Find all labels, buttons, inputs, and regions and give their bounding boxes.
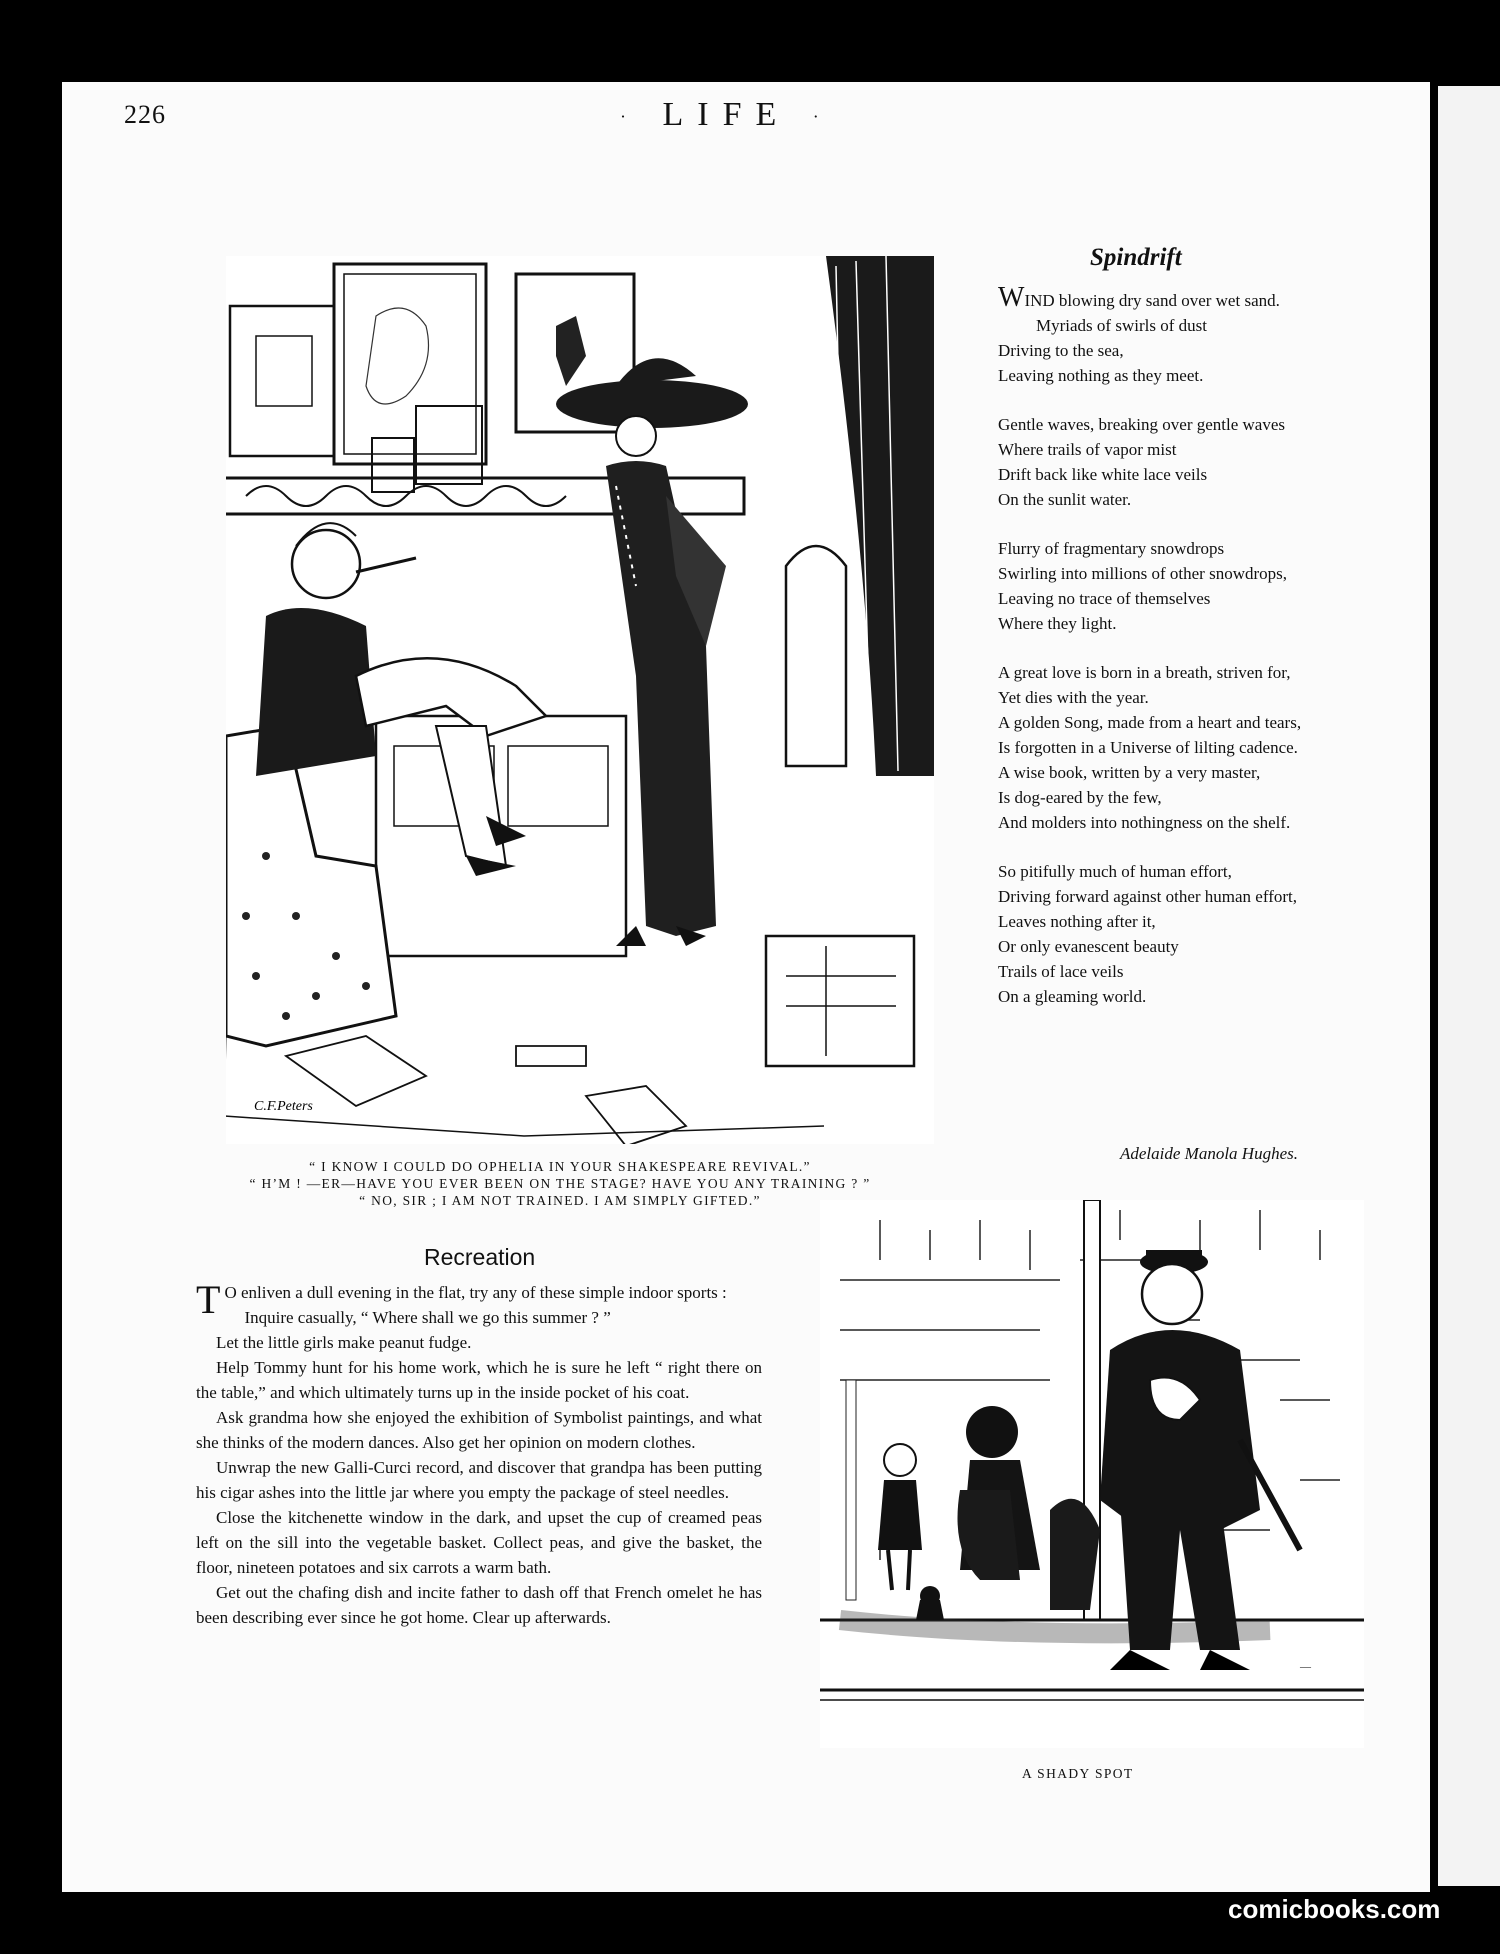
poem-line-text: A great love is born in a breath, striven for, <box>998 663 1291 682</box>
poem-line-text: Leaving no trace of themselves <box>998 589 1211 608</box>
poem-stanza <box>998 282 1370 388</box>
poem-line <box>998 611 1370 636</box>
poem-line <box>998 437 1370 462</box>
poem-line-text: A wise book, written by a very master, <box>998 763 1261 782</box>
essay-dropcap: T <box>196 1277 221 1322</box>
poem-line <box>998 462 1370 487</box>
poem-line-text: Gentle waves, breaking over gentle waves <box>998 415 1285 434</box>
poem-author: Adelaide Manola Hughes. <box>1120 1144 1298 1163</box>
poem-line <box>998 313 1370 338</box>
poem-line <box>998 660 1370 685</box>
poem-line-text: On a gleaming world. <box>998 987 1147 1006</box>
poem-line-text: IND blowing dry sand over wet sand. <box>1024 291 1280 310</box>
poem-line <box>998 710 1370 735</box>
poem-line <box>998 934 1370 959</box>
poem-line-text: And molders into nothingness on the shelf. <box>998 813 1291 832</box>
poem-line <box>998 984 1370 1009</box>
poem-stanza <box>998 536 1370 636</box>
poem-title: Spindrift <box>1090 244 1182 271</box>
poem-line <box>998 810 1370 835</box>
essay-paragraph-list <box>196 1305 762 1630</box>
poem-line-text: A golden Song, made from a heart and tears, <box>998 713 1302 732</box>
poem-line <box>998 859 1370 884</box>
poem-line-text: Leaves nothing after it, <box>998 912 1156 931</box>
poem-line-text: Trails of lace veils <box>998 962 1124 981</box>
title-ornament-left: · <box>620 106 640 127</box>
cartoon-signature-mark: — <box>1300 1661 1311 1673</box>
caption-line: “ NO, SIR ; I AM NOT TRAINED. I AM SIMPLY GIFTED.” <box>359 1193 761 1208</box>
poem-line <box>998 685 1370 710</box>
essay-first-text: O enliven a dull evening in the flat, try any of these simple indoor sports : <box>224 1283 727 1302</box>
page-number: 226 <box>124 100 166 129</box>
essay-paragraph: Ask grandma how she enjoyed the exhibition of Symbolist paintings, and what she thinks of the modern dances. Also get her opinion on modern clothes. <box>196 1408 762 1452</box>
top-illustration-drawing <box>226 256 934 1144</box>
poem-line-text: Where they light. <box>998 614 1117 633</box>
poem-line-text: So pitifully much of human effort, <box>998 862 1232 881</box>
bottom-cartoon <box>820 1200 1364 1748</box>
magazine-title <box>620 96 833 134</box>
essay-paragraph: Inquire casually, “ Where shall we go this summer ? ” <box>244 1308 611 1327</box>
essay-paragraph: Get out the chafing dish and incite father to dash off that French omelet he has been describing ever since he got home. Clear up afterwards. <box>196 1583 762 1627</box>
poem-line-text: Myriads of swirls of dust <box>1036 316 1207 335</box>
poem-line <box>998 561 1370 586</box>
poem-line-text: Swirling into millions of other snowdrops, <box>998 564 1287 583</box>
poem-line <box>998 412 1370 437</box>
poem-line-text: Is forgotten in a Universe of lilting cadence. <box>998 738 1298 757</box>
poem-stanza <box>998 859 1370 1009</box>
essay-paragraph: Help Tommy hunt for his home work, which he is sure he left “ right there on the table,” and which ultimately turns up in the inside pocket of his coat. <box>196 1358 762 1402</box>
poem-line-text: Drift back like white lace veils <box>998 465 1208 484</box>
poem-body <box>998 282 1370 1033</box>
poem-line <box>998 760 1370 785</box>
facing-page-edge <box>1438 86 1500 1886</box>
essay-paragraph: Unwrap the new Galli-Curci record, and discover that grandpa has been putting his cigar ashes into the little jar where you empty the package of steel needles. <box>196 1458 762 1502</box>
essay-paragraph: Let the little girls make peanut fudge. <box>216 1333 472 1352</box>
poem-line-text: Is dog-eared by the few, <box>998 788 1162 807</box>
poem-line-text: Driving forward against other human effort, <box>998 887 1297 906</box>
poem-dropcap: W <box>998 282 1025 313</box>
top-illustration <box>226 256 934 1144</box>
poem-line-text: Yet dies with the year. <box>998 688 1149 707</box>
poem-line <box>998 735 1370 760</box>
poem-line <box>998 487 1370 512</box>
title-ornament-right: · <box>812 106 833 127</box>
essay-paragraph: Close the kitchenette window in the dark, and upset the cup of creamed peas left on the sill into the vegetable basket. Collect peas, and give the basket, the floor, nineteen potatoes and six carrots a warm bath. <box>196 1508 762 1577</box>
poem-line-text: Driving to the sea, <box>998 341 1124 360</box>
poem-line-text: Flurry of fragmentary snowdrops <box>998 539 1225 558</box>
poem-line <box>998 363 1370 388</box>
poem-stanza <box>998 412 1370 512</box>
artist-signature: C.F.Peters <box>254 1099 313 1114</box>
magazine-title-text: LIFE <box>662 96 791 133</box>
caption-line: “ H’M ! —ER—HAVE YOU EVER BEEN ON THE STAGE? HAVE YOU ANY TRAINING ? ” <box>249 1176 871 1191</box>
poem-line <box>998 909 1370 934</box>
poem-line-text: Where trails of vapor mist <box>998 440 1177 459</box>
poem-line <box>998 586 1370 611</box>
poem-line <box>998 884 1370 909</box>
poem-line <box>998 536 1370 561</box>
site-watermark: comicbooks.com <box>1228 1894 1441 1924</box>
essay-title: Recreation <box>424 1244 536 1270</box>
essay-body <box>196 1277 762 1630</box>
poem-line <box>998 959 1370 984</box>
bottom-cartoon-drawing <box>820 1200 1364 1748</box>
poem-line <box>998 338 1370 363</box>
poem-line-text: Leaving nothing as they meet. <box>998 366 1204 385</box>
poem-line-text: On the sunlit water. <box>998 490 1132 509</box>
poem-stanza <box>998 660 1370 835</box>
bottom-cartoon-caption: A SHADY SPOT <box>1022 1766 1134 1781</box>
poem-line <box>998 282 1370 313</box>
poem-line <box>998 785 1370 810</box>
caption-line: “ I KNOW I COULD DO OPHELIA IN YOUR SHAKESPEARE REVIVAL.” <box>309 1159 811 1174</box>
poem-line-text: Or only evanescent beauty <box>998 937 1179 956</box>
